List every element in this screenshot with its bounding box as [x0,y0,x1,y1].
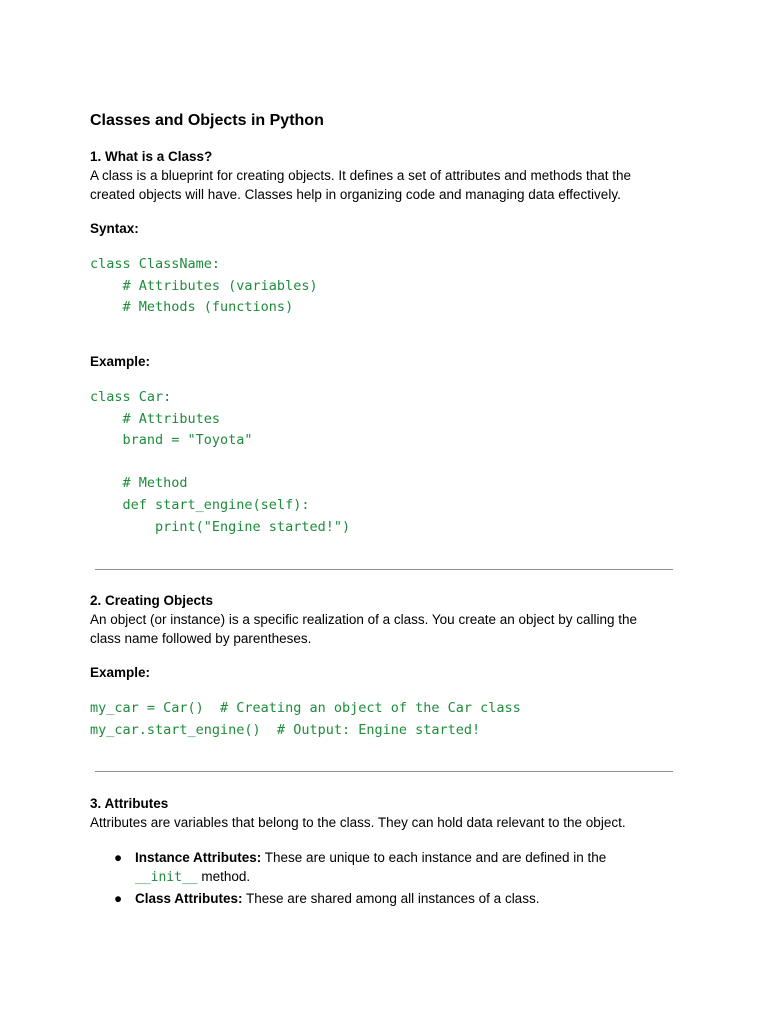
section-heading: 3. Attributes [90,796,169,811]
bullet-term: Instance Attributes: [135,850,262,865]
example-label: Example: [90,665,151,680]
code-line: # Attributes [90,410,221,427]
code-line: # Method [90,475,188,492]
bullet-icon: ● [114,850,123,865]
syntax-code-block [90,254,680,319]
example-code-block [90,387,680,538]
paragraph-line: class name followed by parentheses. [90,631,312,646]
example-code-block [90,698,680,741]
section-what-is-a-class [90,147,680,204]
code-line: my_car = Car() # Creating an object of the Car class [90,700,521,716]
section-heading: 1. What is a Class? [90,149,213,164]
code-line: class ClassName: [90,256,221,272]
list-item [90,848,680,887]
code-line-blank [90,452,680,474]
section-heading: 2. Creating Objects [90,593,214,608]
syntax-label: Syntax: [90,221,139,236]
document-title-block [90,110,680,132]
code-line: # Methods (functions) [90,299,294,316]
example-label-block [90,663,680,682]
section-creating-objects [90,591,680,648]
bullet-text: These are unique to each instance and are defined in the [261,850,607,865]
code-line: def start_engine(self): [90,496,310,513]
example-label-block [90,352,680,371]
section-divider [95,771,673,772]
bullet-text: method. [197,869,251,884]
paragraph-line: An object (or instance) is a specific realization of a class. You create an object by calling the [90,612,638,627]
code-line: my_car.start_engine() # Output: Engine started! [90,721,481,738]
section-attributes [90,794,680,832]
list-item [90,889,680,908]
code-line: class Car: [90,389,172,405]
example-label: Example: [90,354,151,369]
syntax-label-block [90,219,680,238]
bullet-list [90,848,680,908]
bullet-icon: ● [114,891,123,906]
code-line: # Attributes (variables) [90,277,318,294]
paragraph-line: created objects will have. Classes help in organizing code and managing data effectively. [90,187,621,202]
bullet-text: These are shared among all instances of a class. [242,891,540,906]
code-line: brand = "Toyota" [90,432,253,449]
document-title: Classes and Objects in Python [90,112,324,129]
section-divider [95,569,673,570]
code-line: print("Engine started!") [90,518,351,535]
attributes-bullet-list [90,848,680,908]
paragraph-line: A class is a blueprint for creating objects. It defines a set of attributes and methods that the [90,168,632,183]
paragraph-line: Attributes are variables that belong to the class. They can hold data relevant to the object. [90,815,626,830]
bullet-term: Class Attributes: [135,891,243,906]
inline-code: __init__ [135,870,198,885]
